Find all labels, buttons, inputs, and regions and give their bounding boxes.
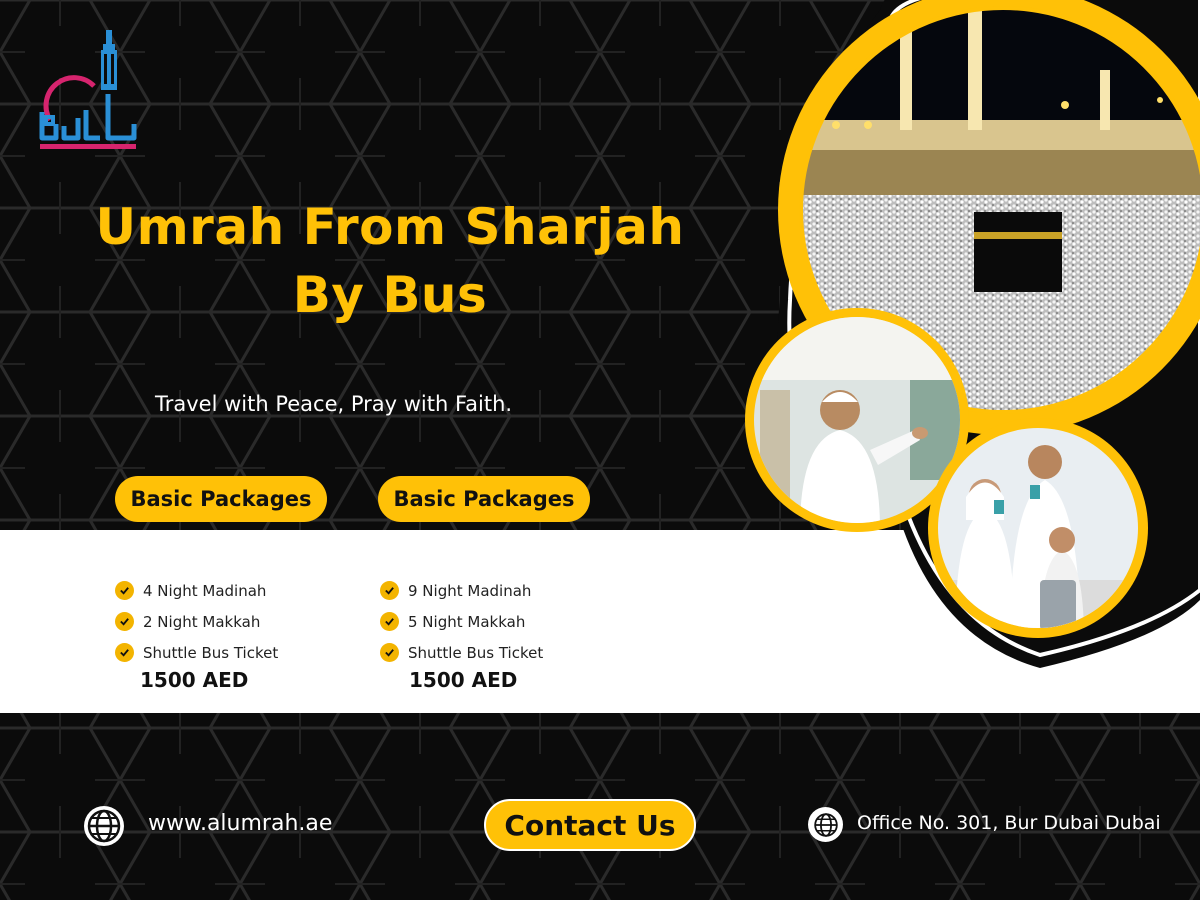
globe-icon	[84, 806, 124, 846]
package-2-label: Basic Packages	[378, 476, 590, 522]
check-circle-icon	[115, 612, 134, 631]
list-item	[380, 575, 543, 606]
check-circle-icon	[380, 643, 399, 662]
package-item-text: Shuttle Bus Ticket	[408, 643, 544, 662]
photo-collage	[740, 0, 1200, 680]
package-1-price: 1500 AED	[140, 668, 249, 692]
check-circle-icon	[115, 581, 134, 600]
package-2-price: 1500 AED	[409, 668, 518, 692]
alumrah-logo	[38, 14, 138, 154]
check-circle-icon	[380, 612, 399, 631]
list-item	[115, 606, 278, 637]
headline-line-1: Umrah From Sharjah	[95, 198, 685, 256]
package-1-list	[115, 575, 278, 668]
package-item-text: Shuttle Bus Ticket	[143, 643, 279, 662]
globe-icon	[808, 807, 843, 842]
package-item-text: 2 Night Makkah	[143, 612, 261, 631]
website-link[interactable]: www.alumrah.ae	[148, 811, 333, 836]
list-item	[380, 637, 543, 668]
check-circle-icon	[115, 643, 134, 662]
list-item	[115, 637, 278, 668]
headline-line-2: By Bus	[292, 266, 488, 324]
tagline: Travel with Peace, Pray with Faith.	[155, 392, 513, 416]
office-address: Office No. 301, Bur Dubai Dubai	[857, 812, 1161, 834]
contact-us-button[interactable]: Contact Us	[484, 799, 696, 851]
package-item-text: 4 Night Madinah	[143, 581, 267, 600]
package-1-label: Basic Packages	[115, 476, 327, 522]
list-item	[115, 575, 278, 606]
package-item-text: 5 Night Makkah	[408, 612, 526, 631]
list-item	[380, 606, 543, 637]
package-2-list	[380, 575, 543, 668]
check-circle-icon	[380, 581, 399, 600]
package-item-text: 9 Night Madinah	[408, 581, 532, 600]
